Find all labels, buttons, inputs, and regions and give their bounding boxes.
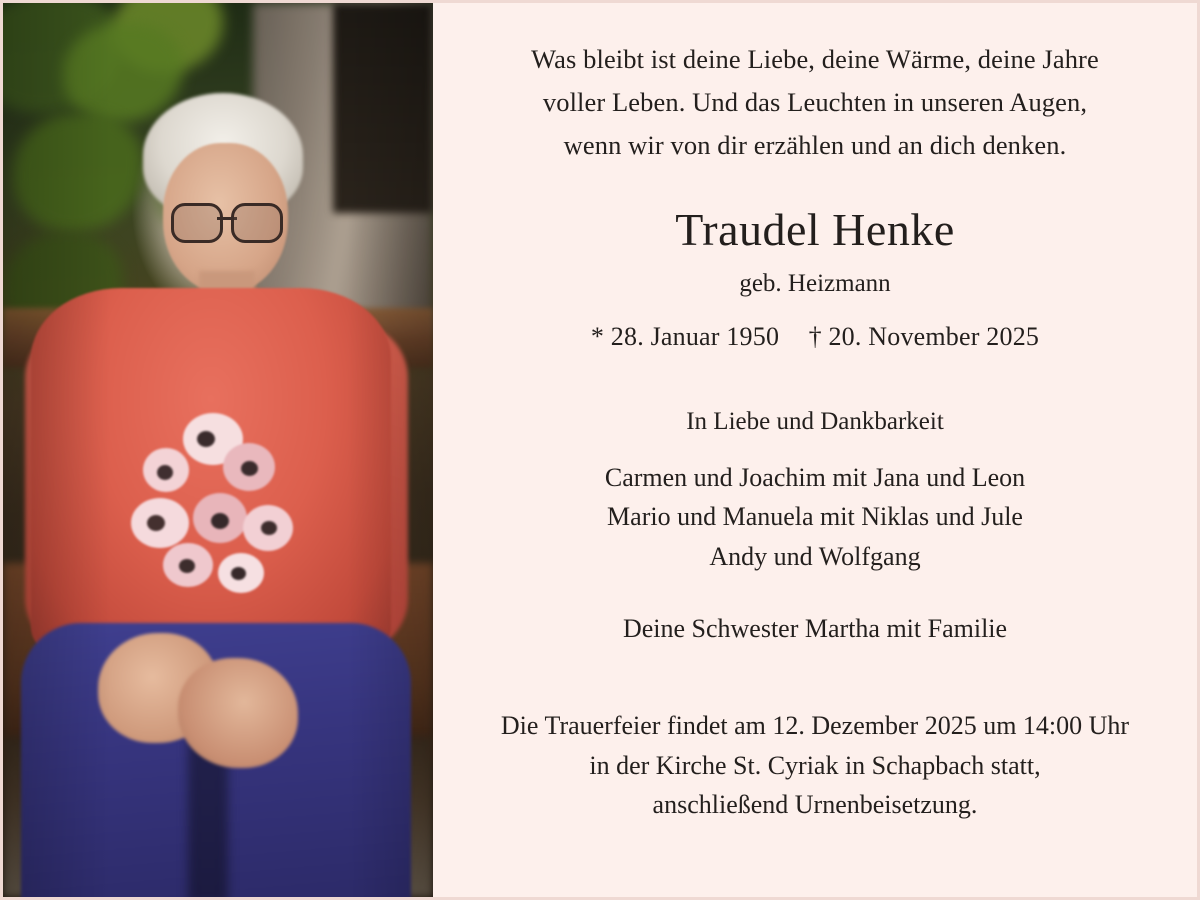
photo-background	[3, 3, 433, 897]
verse-line: wenn wir von dir erzählen und an dich denken.	[563, 129, 1067, 160]
verse-line: voller Leben. Und das Leuchten in unseren Augen,	[542, 86, 1088, 117]
service-details	[501, 706, 1129, 825]
photo-vignette	[3, 3, 433, 897]
family-line: Carmen und Joachim mit Jana und Leon	[604, 462, 1026, 492]
family-line: Mario und Manuela mit Niklas und Jule	[607, 502, 1023, 532]
death-date: † 20. November 2025	[808, 321, 1040, 351]
service-line: in der Kirche St. Cyriak in Schapbach statt,	[589, 750, 1041, 780]
portrait-photo	[3, 3, 433, 897]
service-line: anschließend Urnenbeisetzung.	[652, 790, 978, 820]
family-line: Andy und Wolfgang	[709, 541, 921, 571]
service-line: Die Trauerfeier findet am 12. Dezember 2025 um 14:00 Uhr	[500, 711, 1130, 741]
maiden-name: geb. Heizmann	[739, 269, 891, 297]
birth-date: * 28. Januar 1950	[590, 321, 780, 351]
memorial-verse	[531, 38, 1099, 167]
memorial-text	[433, 3, 1197, 897]
life-dates	[591, 322, 1039, 352]
dedication-line: In Liebe und Dankbarkeit	[686, 407, 944, 435]
sister-line: Deine Schwester Martha mit Familie	[622, 614, 1008, 644]
verse-line: Was bleibt ist deine Liebe, deine Wärme, deine Jahre	[531, 44, 1099, 74]
family-list	[605, 458, 1025, 577]
deceased-name: Traudel Henke	[675, 203, 955, 255]
